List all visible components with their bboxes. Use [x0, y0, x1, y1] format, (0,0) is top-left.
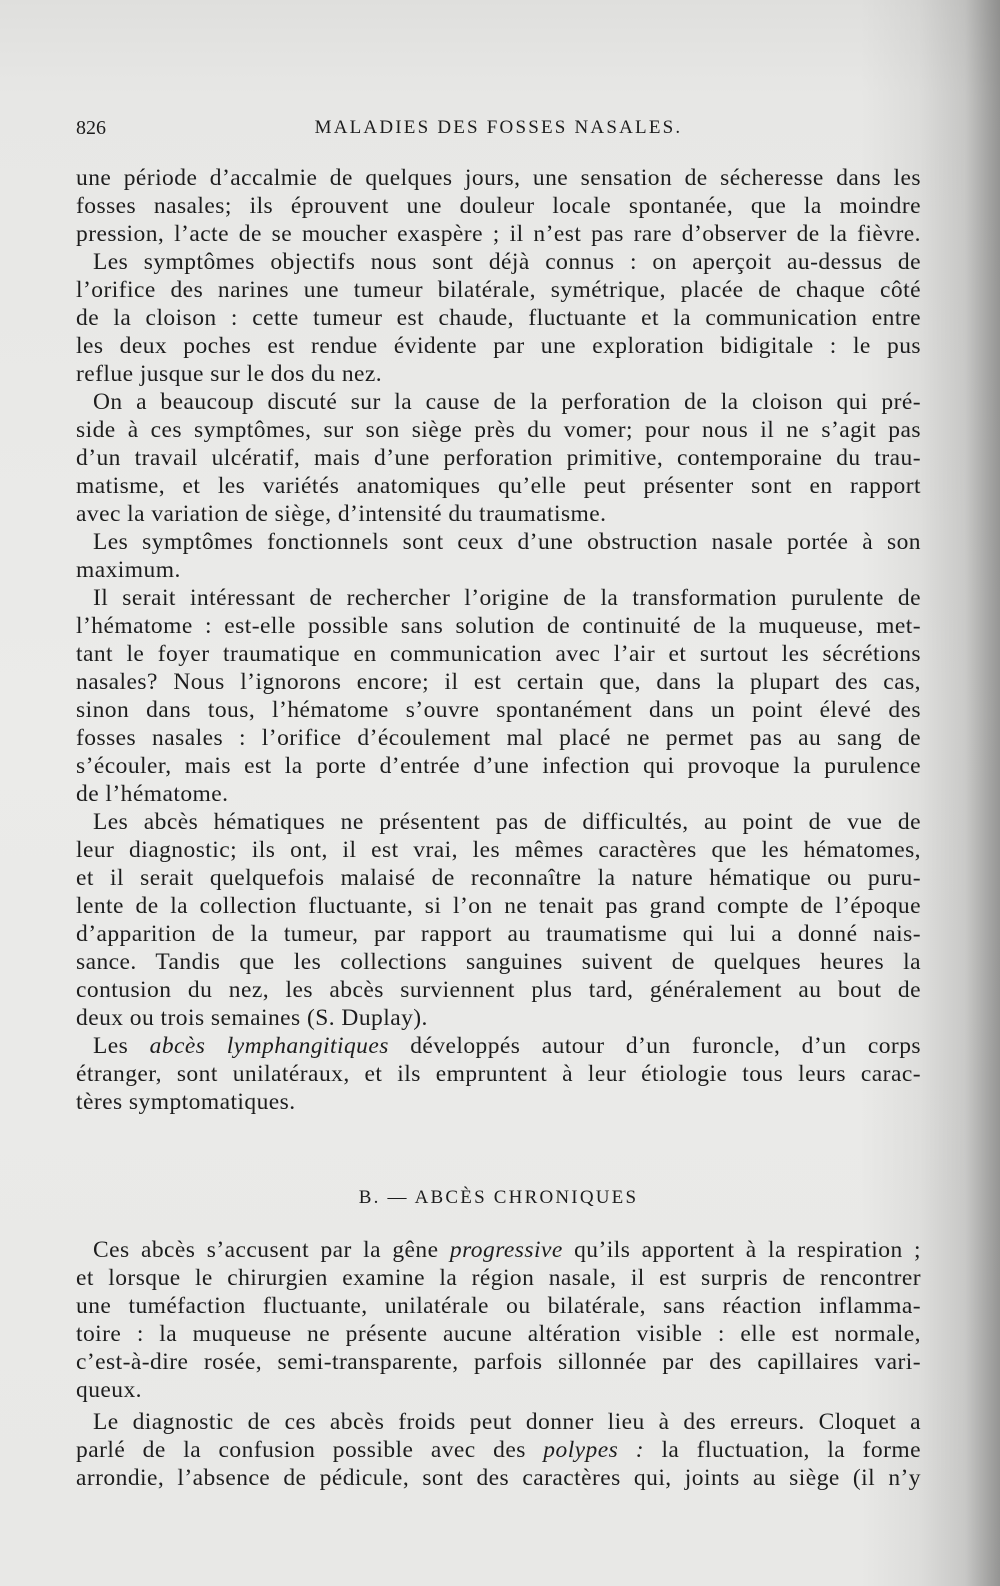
text-line: étranger, sont unilatéraux, et ils empruntent à leur étiologie tous leurs carac-: [76, 1061, 921, 1087]
text-line: Il serait intéressant de rechercher l’origine de la transformation purulente de: [93, 585, 921, 611]
text-line: c’est-à-dire rosée, semi-transparente, parfois sillonnée par des capillaires vari-: [76, 1349, 921, 1375]
text-line: arrondie, l’absence de pédicule, sont des caractères qui, joints au siège (il n’y: [76, 1465, 921, 1491]
text-line: et il serait quelquefois malaisé de reconnaître la nature hématique ou puru-: [76, 865, 921, 891]
text-line: pression, l’acte de se moucher exaspère ; il n’est pas rare d’observer de la fièvre.: [76, 221, 921, 247]
text-segment: Les: [93, 1033, 150, 1059]
text-line: matisme, et les variétés anatomiques qu’elle peut présenter sont en rapport: [76, 473, 921, 499]
text-line: sinon dans tous, l’hématome s’ouvre spontanément dans un point élevé des: [76, 697, 921, 723]
paragraph: [76, 1236, 921, 1404]
text-line: avec la variation de siège, d’intensité du traumatisme.: [76, 501, 607, 527]
paragraph: [76, 584, 921, 808]
text-line: l’orifice des narines une tumeur bilatérale, symétrique, placée de chaque côté: [76, 277, 921, 303]
italic-emphasis: progressive: [449, 1237, 563, 1263]
paragraph: [76, 1408, 921, 1492]
text-line: une tuméfaction fluctuante, unilatérale ou bilatérale, sans réaction inflamma-: [76, 1293, 921, 1319]
paragraph: [76, 528, 921, 584]
text-line: Le diagnostic de ces abcès froids peut donner lieu à des erreurs. Cloquet a: [93, 1409, 921, 1435]
text-line: nasales? Nous l’ignorons encore; il est certain que, dans la plupart des cas,: [76, 669, 921, 695]
text-line: l’hématome : est-elle possible sans solution de continuité de la muqueuse, met-: [76, 613, 921, 639]
italic-emphasis: polypes :: [543, 1437, 644, 1463]
text-line: side à ces symptômes, sur son siège près du vomer; pour nous il ne s’agit pas: [76, 417, 921, 443]
text-line: une période d’accalmie de quelques jours, une sensation de sécheresse dans les: [76, 165, 921, 191]
text-line: queux.: [76, 1377, 143, 1403]
text-line: les deux poches est rendue évidente par une exploration bidigitale : le pus: [76, 333, 921, 359]
text-line: deux ou trois semaines (S. Duplay).: [76, 1005, 428, 1031]
text-line: tant le foyer traumatique en communication avec l’air et surtout les sécrétions: [76, 641, 921, 667]
section-heading: B. — ABCÈS CHRONIQUES: [358, 1187, 639, 1208]
text-segment: développés autour d’un furoncle, d’un corps: [388, 1033, 921, 1059]
text-line: [76, 1032, 921, 1060]
page-number: 826: [76, 117, 106, 139]
text-segment: qu’ils apportent à la respiration ;: [562, 1237, 922, 1263]
text-line: reflue jusque sur le dos du nez.: [76, 361, 383, 387]
text-line: Les symptômes objectifs nous sont déjà connus : on aperçoit au-dessus de: [93, 249, 921, 275]
paragraph: [76, 164, 921, 248]
text-line: On a beaucoup discuté sur la cause de la perforation de la cloison qui pré-: [93, 389, 921, 415]
text-line: et lorsque le chirurgien examine la région nasale, il est surpris de rencontrer: [76, 1265, 921, 1291]
text-block: [76, 164, 921, 1492]
text-segment: Ces abcès s’accusent par la gêne: [93, 1237, 450, 1263]
text-line: Les symptômes fonctionnels sont ceux d’une obstruction nasale portée à son: [93, 529, 921, 555]
running-head-title: MALADIES DES FOSSES NASALES.: [314, 117, 683, 138]
text-line: Les abcès hématiques ne présentent pas de difficultés, au point de vue de: [93, 809, 921, 835]
text-line: contusion du nez, les abcès surviennent plus tard, généralement au bout de: [76, 977, 921, 1003]
text-line: leur diagnostic; ils ont, il est vrai, les mêmes caractères que les hématomes,: [76, 837, 921, 863]
text-line: d’un travail ulcératif, mais d’une perforation primitive, contemporaine du trau-: [76, 445, 921, 471]
text-segment: la fluctuation, la forme: [643, 1437, 921, 1463]
text-line: maximum.: [76, 557, 181, 583]
text-line: [76, 1436, 921, 1464]
paragraph: [76, 1032, 921, 1116]
italic-emphasis: abcès lymphangitiques: [149, 1033, 389, 1059]
paragraph: [76, 388, 921, 528]
text-line: d’apparition de la tumeur, par rapport au traumatisme qui lui a donné nais-: [76, 921, 921, 947]
text-line: sance. Tandis que les collections sanguines suivent de quelques heures la: [76, 949, 921, 975]
text-line: s’écouler, mais est la porte d’entrée d’une infection qui provoque la purulence: [76, 753, 921, 779]
text-line: de l’hématome.: [76, 781, 229, 807]
text-line: tères symptomatiques.: [76, 1089, 296, 1115]
text-line: toire : la muqueuse ne présente aucune altération visible : elle est normale,: [76, 1321, 921, 1347]
text-line: lente de la collection fluctuante, si l’on ne tenait pas grand compte de l’époque: [76, 893, 921, 919]
text-line: fosses nasales : l’orifice d’écoulement mal placé ne permet pas au sang de: [76, 725, 921, 751]
running-head: [76, 115, 921, 141]
text-segment: parlé de la confusion possible avec des: [76, 1437, 544, 1463]
paragraph: [76, 808, 921, 1032]
paragraph: [76, 248, 921, 388]
text-line: fosses nasales; ils éprouvent une douleur locale spontanée, que la moindre: [76, 193, 921, 219]
text-line: [76, 1236, 921, 1264]
text-line: de la cloison : cette tumeur est chaude, fluctuante et la communication entre: [76, 305, 921, 331]
